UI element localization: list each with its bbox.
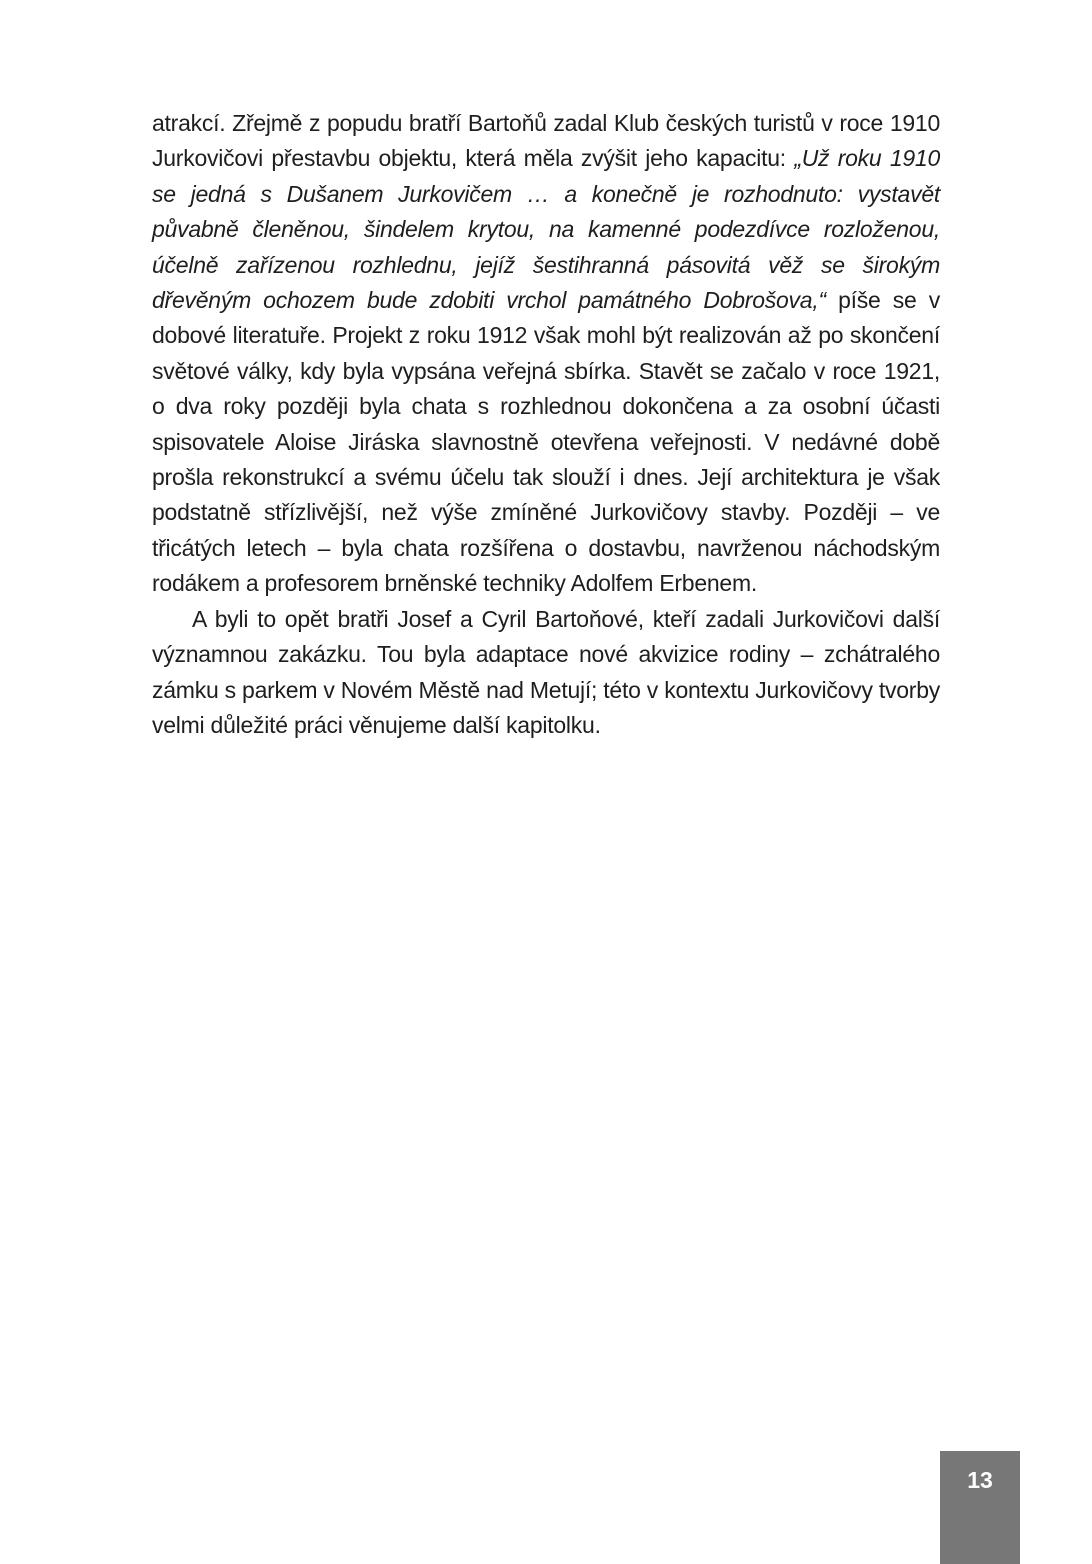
page-number-tab <box>940 1451 1020 1564</box>
paragraph-1-intro: atrakcí. Zřejmě z popudu bratří Bartoňů zadal Klub českých turistů v roce 1910 Jurkovičovi přestavbu objektu, která měla zvýšit jeho kapacitu: <box>152 110 940 172</box>
paragraph-2: A byli to opět bratři Josef a Cyril Bartoňové, kteří zadali Jurkovičovi další významnou zakázku. Tou byla adaptace nové akvizice rodiny – zchátralého zámku s parkem v Novém Městě nad Metují; této v kontextu Jurkovičovy tvorby velmi důležité práci věnujeme další kapitolku. <box>152 605 940 738</box>
paragraph-1-quote: „Už roku 1910 se jedná s Dušanem Jurkovičem … a konečně je rozhodnuto: vystavět půvabně členěnou, šindelem krytou, na kamenné podezdívce rozloženou, účelně zařízenou rozhlednu, jejíž šestihranná pásovitá věž se širokým dřevěným ochozem bude zdobiti vrchol památného Dobrošova,“ <box>152 145 940 314</box>
body-text <box>152 106 940 743</box>
page-number: 13 <box>967 1467 993 1493</box>
paragraph-1-continuation: píše se v dobové literatuře. Projekt z roku 1912 však mohl být realizován až po skončení světové války, kdy byla vypsána veřejná sbírka. Stavět se začalo v roce 1921, o dva roky později byla chata s rozhlednou dokončena a za osobní účasti spisovatele Aloise Jiráska slavnostně otevřena veřejnosti. V nedávné době prošla rekonstrukcí a svému účelu tak slouží i dnes. Její architektura je však podstatně střízlivější, než výše zmíněné Jurkovičovy stavby. Později – ve třicátých letech – byla chata rozšířena o dostavbu, navrženou náchodským rodákem a profesorem brněnské techniky Adolfem Erbenem. <box>152 287 940 597</box>
paragraph-1 <box>152 106 940 602</box>
